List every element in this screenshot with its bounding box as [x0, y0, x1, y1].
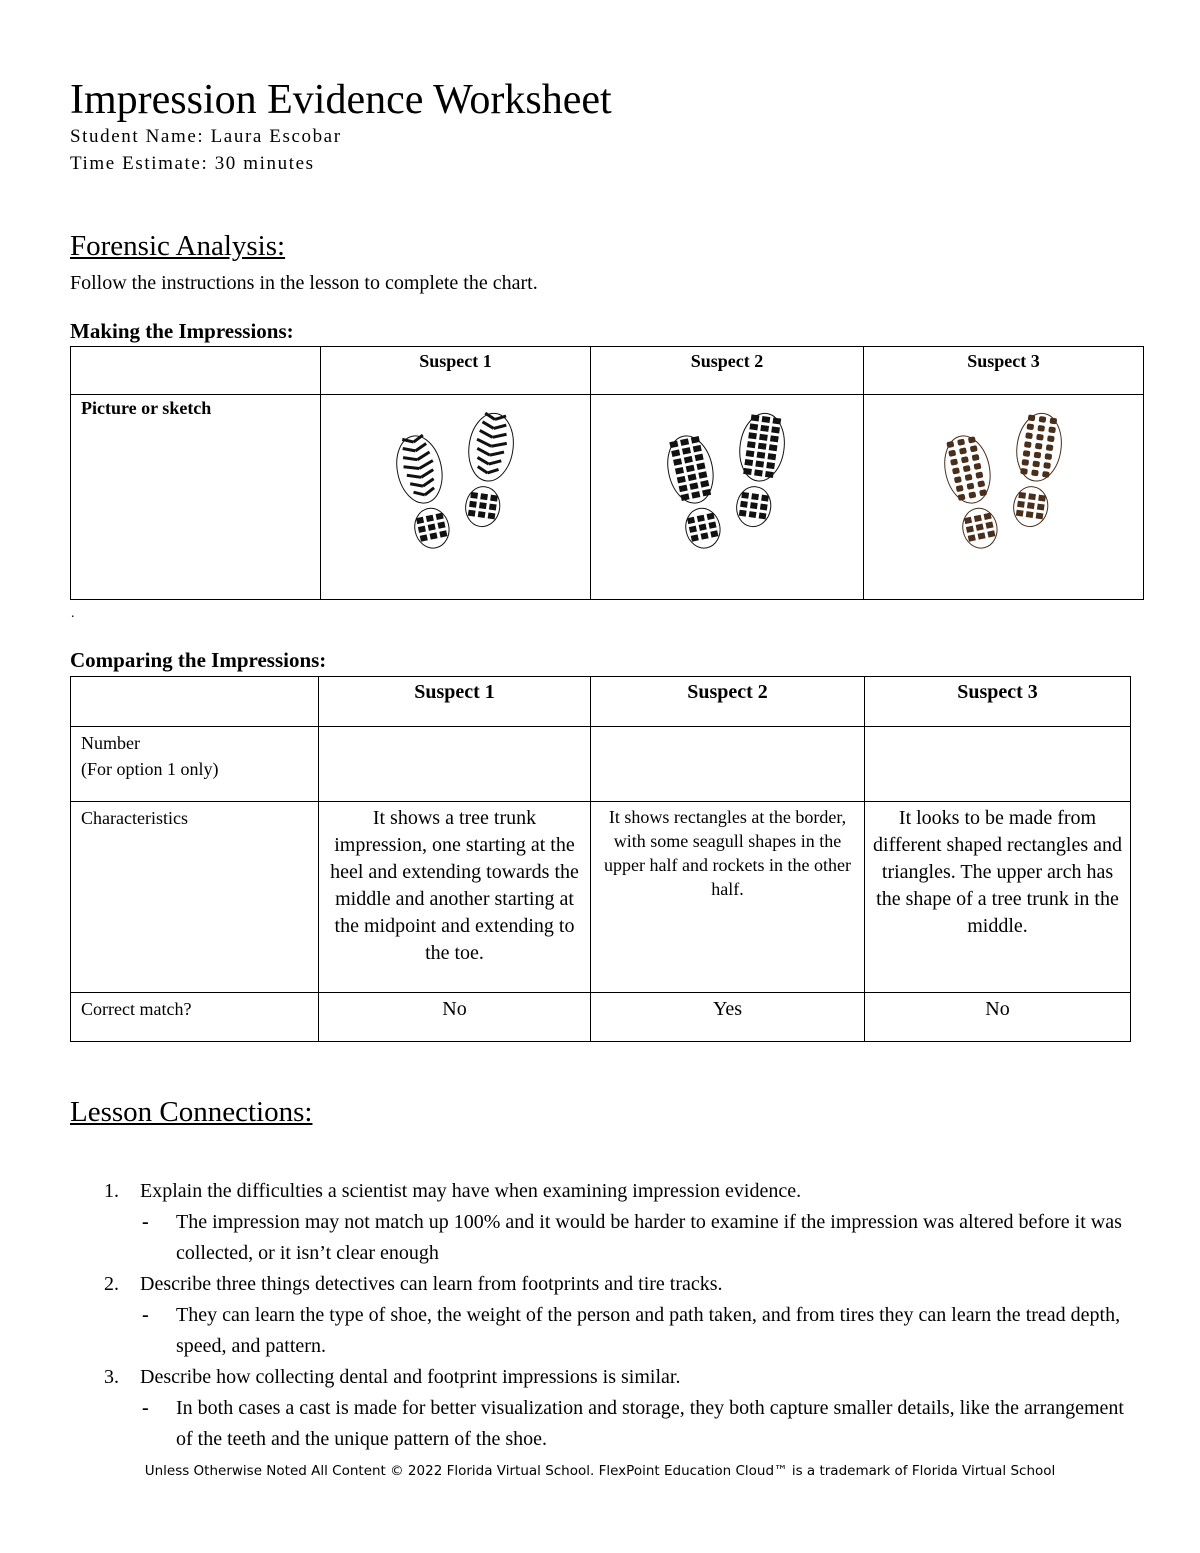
characteristics-row-label — [71, 802, 319, 993]
dash-bullet: - — [142, 1211, 149, 1233]
shoe-print-pair-icon — [924, 399, 1084, 577]
answer-text: They can learn the type of shoe, the weight of the person and path taken, and from tires they can learn the tread depth, speed, and pattern. — [176, 1304, 1121, 1357]
student-name: Student Name: Laura Escobar — [70, 126, 342, 147]
separator-dot: . — [71, 606, 75, 621]
forensic-instructions: Follow the instructions in the lesson to complete the chart. — [70, 272, 538, 294]
number-suspect-3 — [865, 727, 1131, 802]
lesson-questions-list — [70, 1176, 1130, 1455]
match-suspect-2: Yes — [591, 993, 865, 1042]
dash-bullet: - — [142, 1397, 149, 1419]
answer-text-3 — [70, 1393, 1130, 1455]
dash-bullet: - — [142, 1304, 149, 1326]
page-title: Impression Evidence Worksheet — [70, 77, 612, 123]
number-row-label — [71, 727, 319, 802]
shoe-print-pair-icon — [376, 399, 536, 577]
time-estimate: Time Estimate: 30 minutes — [70, 153, 315, 174]
number-label: Number — [81, 733, 140, 753]
question-text: Explain the difficulties a scientist may have when examining impression evidence. — [140, 1180, 802, 1202]
making-col-suspect-3: Suspect 3 — [864, 347, 1144, 395]
picture-or-sketch-label: Picture or sketch — [71, 395, 321, 600]
characteristics-suspect-2: It shows rectangles at the border, with some seagull shapes in the upper half and rockets in the other half. — [591, 802, 865, 993]
list-item — [70, 1269, 1130, 1300]
match-suspect-3: No — [865, 993, 1131, 1042]
making-impressions-heading: Making the Impressions: — [70, 319, 294, 343]
question-number: 1. — [104, 1180, 119, 1202]
characteristics-label: Characteristics — [81, 808, 188, 828]
making-col-suspect-1: Suspect 1 — [321, 347, 591, 395]
answer-text: The impression may not match up 100% and it would be harder to examine if the impression was altered before it was collected, or it isn’t clear enough — [176, 1211, 1122, 1264]
list-item — [70, 1362, 1130, 1393]
table-corner-cell — [71, 677, 319, 727]
making-impressions-table — [70, 346, 1144, 600]
question-number: 3. — [104, 1366, 119, 1388]
table-corner-cell — [71, 347, 321, 395]
answer-text-2 — [70, 1300, 1130, 1362]
question-text: Describe how collecting dental and footprint impressions is similar. — [140, 1366, 681, 1388]
suspect-2-picture-cell — [591, 395, 864, 600]
making-col-suspect-2: Suspect 2 — [591, 347, 864, 395]
question-text: Describe three things detectives can learn from footprints and tire tracks. — [140, 1273, 723, 1295]
list-item — [70, 1176, 1130, 1207]
correct-match-row-label — [71, 993, 319, 1042]
comparing-col-suspect-3: Suspect 3 — [865, 677, 1131, 727]
answer-text-1 — [70, 1207, 1130, 1269]
characteristics-suspect-3: It looks to be made from different shaped rectangles and triangles. The upper arch has the shape of a tree trunk in the middle. — [865, 802, 1131, 993]
comparing-impressions-heading: Comparing the Impressions: — [70, 648, 327, 672]
comparing-col-suspect-1: Suspect 1 — [319, 677, 591, 727]
forensic-analysis-heading: Forensic Analysis: — [70, 230, 286, 262]
shoe-print-pair-icon — [647, 399, 807, 577]
number-suspect-1 — [319, 727, 591, 802]
number-suspect-2 — [591, 727, 865, 802]
suspect-1-picture-cell — [321, 395, 591, 600]
number-label-note: (For option 1 only) — [81, 759, 219, 779]
comparing-col-suspect-2: Suspect 2 — [591, 677, 865, 727]
question-number: 2. — [104, 1273, 119, 1295]
comparing-impressions-table — [70, 676, 1131, 1042]
characteristics-suspect-1: It shows a tree trunk impression, one starting at the heel and extending towards the middle and another starting at the midpoint and extending to the toe. — [319, 802, 591, 993]
answer-text: In both cases a cast is made for better visualization and storage, they both capture smaller details, like the arrangement of the teeth and the unique pattern of the shoe. — [176, 1397, 1124, 1450]
match-suspect-1: No — [319, 993, 591, 1042]
suspect-3-picture-cell — [864, 395, 1144, 600]
footer-copyright: Unless Otherwise Noted All Content © 2022 Florida Virtual School. FlexPoint Education Cloud™ is a trademark of Florida Virtual School — [144, 1463, 1056, 1479]
correct-match-label: Correct match? — [81, 999, 192, 1019]
lesson-connections-heading: Lesson Connections: — [70, 1096, 313, 1128]
